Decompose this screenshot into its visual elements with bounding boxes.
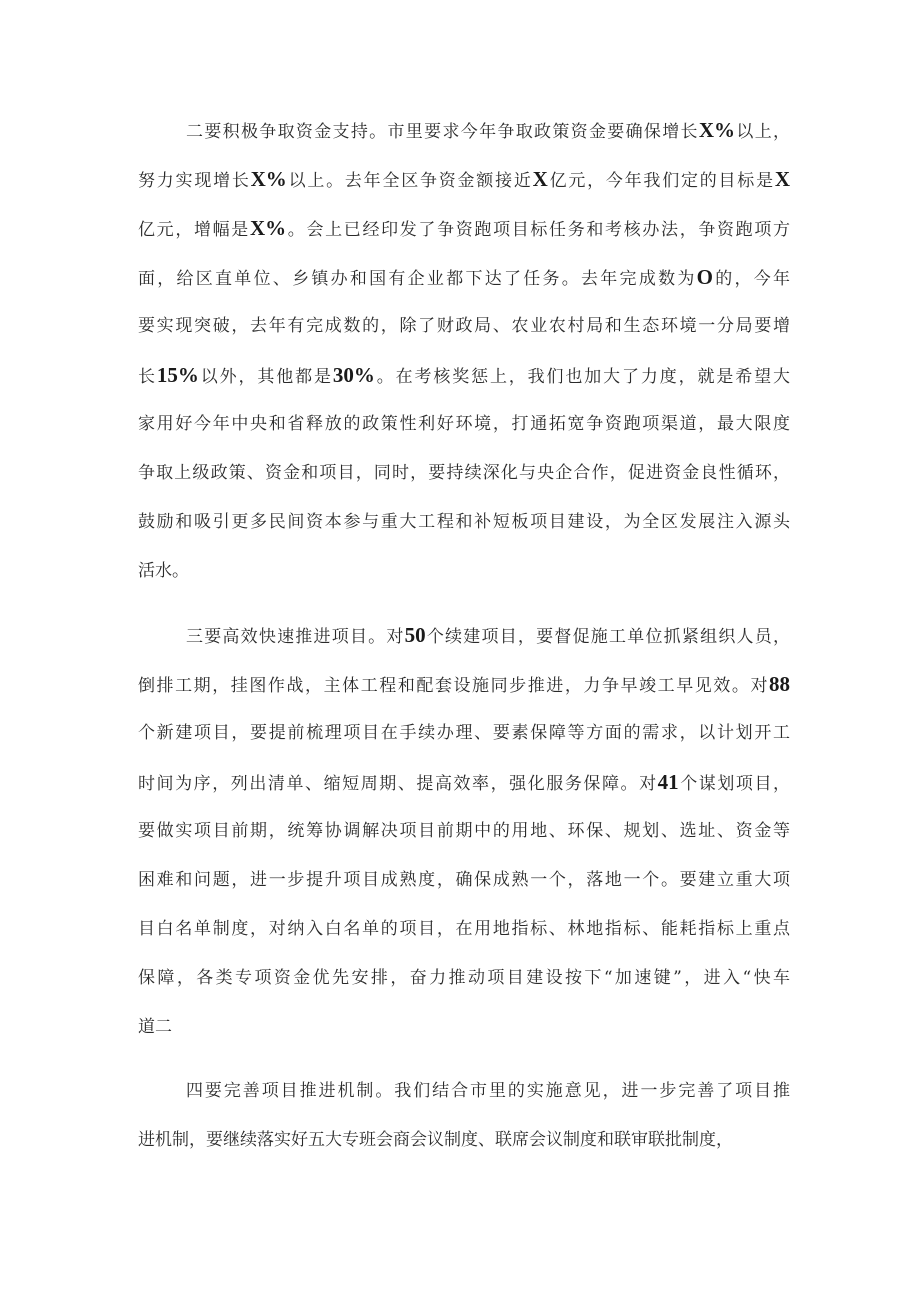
text-run: 二要积极争取资金支持。市里要求今年争取政策资金要确保增长	[186, 122, 699, 142]
text-run: 争取上级政策、资金和项目，同时，要持续深化与央企合作，促进资金良性循环，	[138, 463, 790, 483]
text-run: 保障，各类专项资金优先安排，奋力推动项目建设按下“加速键”，进入“快车	[138, 968, 790, 988]
text-run: 以上，	[735, 122, 790, 142]
text-run: 长	[138, 367, 157, 387]
text-line	[138, 863, 790, 897]
text-run: 鼓励和吸引更多民间资本参与重大工程和补短板项目建设，为全区发展注入源头	[138, 512, 790, 532]
text-run: 家用好今年中央和省释放的政策性利好环境，打通拓宽争资跑项渠道，最大限度	[138, 414, 790, 434]
text-line	[138, 667, 790, 701]
text-line	[186, 1074, 790, 1108]
text-run: 困难和问题，进一步提升项目成熟度，确保成熟一个，落地一个。要建立重大项	[138, 870, 790, 890]
emphasis-number: 30%	[332, 363, 375, 387]
text-run: 个新建项目，要提前梳理项目在手续办理、要素保障等方面的需求，以计划开工	[138, 723, 790, 743]
text-run: 。在考核奖惩上，我们也加大了力度，就是希望大	[374, 367, 790, 387]
text-line	[138, 505, 790, 539]
text-run: 要实现突破，去年有完成数的，除了财政局、农业农村局和生态环境一分局要增	[138, 316, 790, 336]
emphasis-number: 41	[657, 770, 679, 794]
text-line	[138, 358, 790, 392]
text-run: 进机制，要继续落实好五大专班会商会议制度、联席会议制度和联审联批制度，	[138, 1130, 733, 1150]
text-line	[138, 456, 790, 490]
emphasis-number: 15%	[156, 363, 199, 387]
text-run: 目白名单制度，对纳入白名单的项目，在用地指标、林地指标、能耗指标上重点	[138, 919, 790, 939]
text-run: 要做实项目前期，统筹协调解决项目前期中的用地、环保、规划、选址、资金等	[138, 821, 790, 841]
text-run: 以上。去年全区争资金额接近	[286, 171, 533, 191]
emphasis-number: 50	[404, 623, 426, 647]
text-run: 的，今年	[712, 269, 790, 289]
text-line	[138, 961, 790, 995]
text-line	[186, 113, 790, 147]
text-line	[138, 814, 790, 848]
text-run: 个谋划项目，	[678, 774, 790, 794]
emphasis-number: X	[532, 167, 548, 191]
text-line	[138, 1123, 790, 1157]
text-line	[138, 554, 790, 588]
text-run: 面，给区直单位、乡镇办和国有企业都下达了任务。去年完成数为	[138, 269, 697, 289]
text-line	[138, 260, 790, 294]
text-line	[138, 765, 790, 799]
text-run: 时间为序，列出清单、缩短周期、提高效率，强化服务保障。对	[138, 774, 658, 794]
text-line	[138, 407, 790, 441]
text-run: 亿元，增幅是	[138, 220, 250, 240]
text-run: 亿元，今年我们定的目标是	[547, 171, 775, 191]
text-run: 倒排工期，挂图作战，主体工程和配套设施同步推进，力争早竣工早见效。对	[138, 676, 769, 696]
text-run: 活水。	[138, 561, 189, 581]
emphasis-number: 88	[769, 672, 790, 696]
text-line	[138, 912, 790, 946]
text-line	[186, 618, 790, 652]
text-run: 三要高效快速推进项目。对	[186, 627, 405, 647]
text-run: 道二	[138, 1017, 172, 1037]
text-line	[138, 309, 790, 343]
emphasis-number: X%	[249, 216, 287, 240]
text-run: 个续建项目，要督促施工单位抓紧组织人员，	[425, 627, 790, 647]
text-line	[138, 162, 790, 196]
text-run: 四要完善项目推进机制。我们结合市里的实施意见，进一步完善了项目推	[186, 1081, 790, 1101]
text-line	[138, 716, 790, 750]
text-run: 努力实现增长	[138, 171, 251, 191]
emphasis-number: O	[696, 265, 713, 289]
text-run: 以外，其他都是	[198, 367, 333, 387]
emphasis-number: X%	[698, 118, 736, 142]
text-run: 。会上已经印发了争资跑项目标任务和考核办法，争资跑项方	[286, 220, 790, 240]
emphasis-number: X	[774, 167, 790, 191]
text-line	[138, 1010, 790, 1044]
text-line	[138, 211, 790, 245]
emphasis-number: X%	[250, 167, 287, 191]
